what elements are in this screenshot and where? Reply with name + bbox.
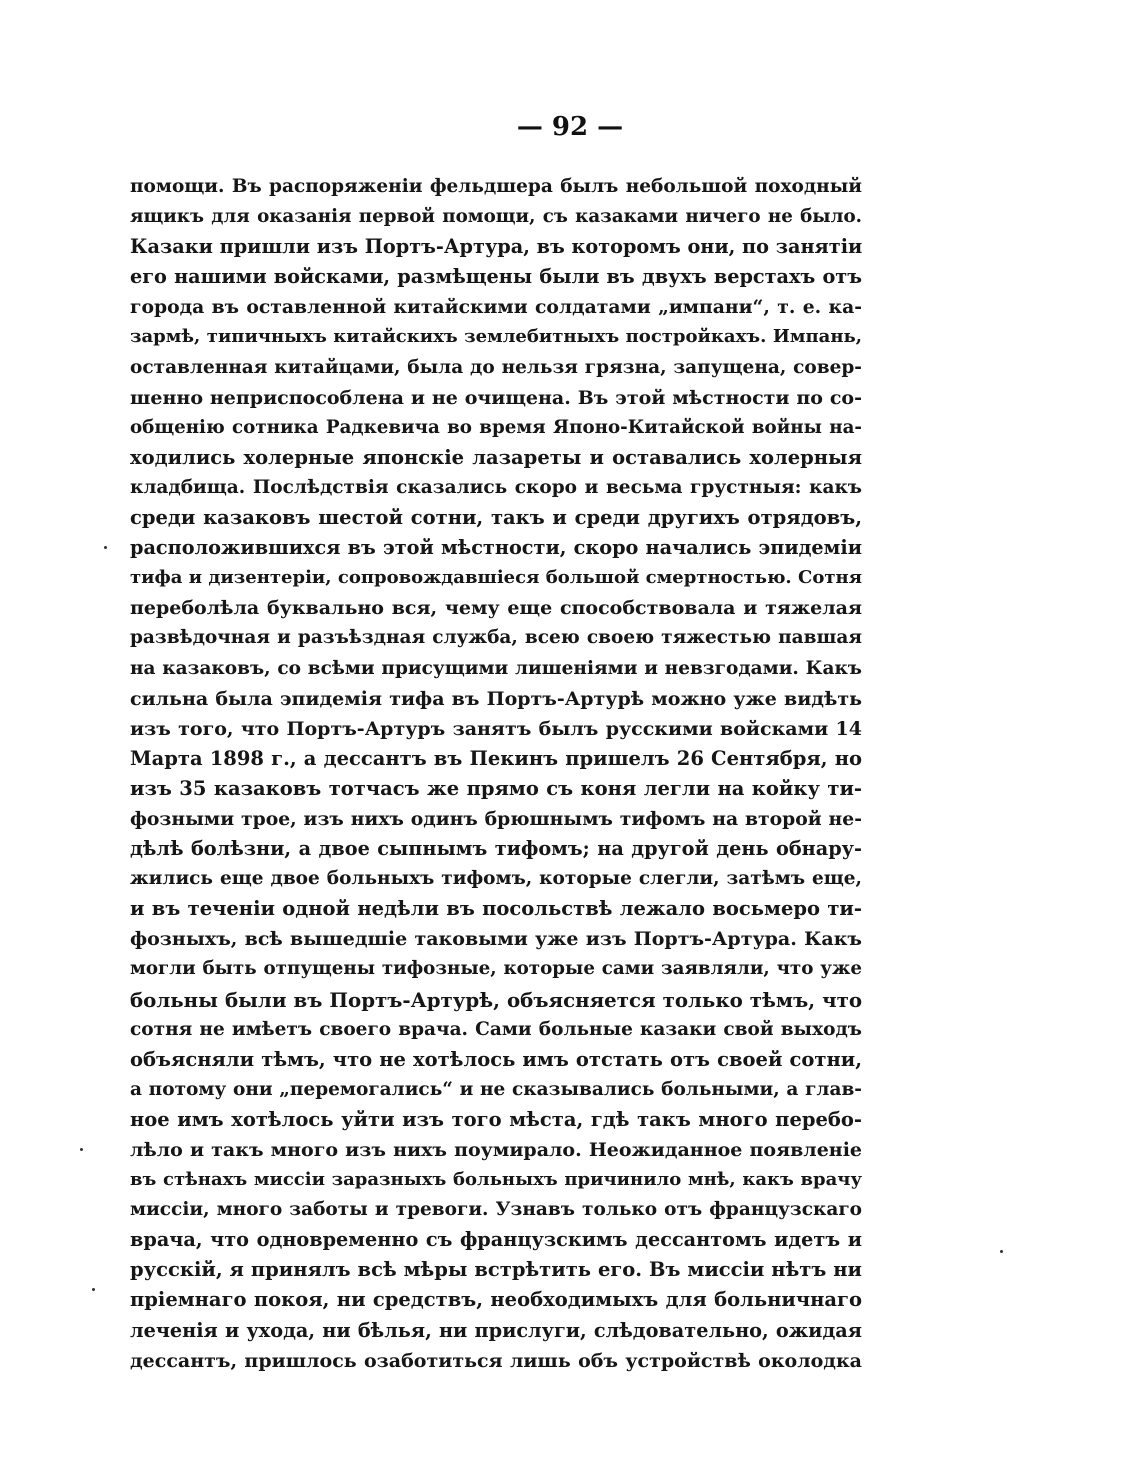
- text-line: расположившихся въ этой мѣстности, скоро начались эпидеміи: [130, 536, 862, 560]
- text-line: Марта 1898 г., а дессантъ въ Пекинъ пришелъ 26 Сентября, но: [130, 746, 862, 770]
- text-line: лѣло и такъ много изъ нихъ поумирало. Неожиданное появленіе: [130, 1139, 862, 1161]
- text-line: развѣдочная и разъѣздная служба, всею своею тяжестью павшая: [130, 627, 862, 649]
- text-line: фозныхъ, всѣ вышедшіе таковыми уже изъ Портъ-Артура. Какъ: [130, 928, 862, 951]
- text-line: переболѣла буквально вся, чему еще способствовала и тяжелая: [130, 597, 862, 620]
- print-speck: [1000, 1250, 1003, 1253]
- text-line: объясняли тѣмъ, что не хотѣлось имъ отстать отъ своей сотни,: [130, 1047, 862, 1071]
- text-line: ящикъ для оказанія первой помощи, съ казаками ничего не было.: [130, 206, 862, 228]
- text-line: на казаковъ, со всѣми присущими лишеніями и невзгодами. Какъ: [130, 657, 862, 679]
- text-line: тифа и дизентеріи, сопровождавшіеся большой смертностью. Сотня: [130, 567, 862, 589]
- text-line: среди казаковъ шестой сотни, такъ и среди другихъ отрядовъ,: [130, 506, 862, 530]
- text-line: дессантъ, пришлось озаботиться лишь объ устройствѣ околодка: [130, 1349, 862, 1372]
- text-line: жились еще двое больныхъ тифомъ, которые слегли, затѣмъ еще,: [130, 868, 862, 890]
- text-line: леченія и ухода, ни бѣлья, ни прислуги, слѣдовательно, ожидая: [130, 1318, 862, 1342]
- text-line: врача, что одновременно съ французскимъ дессантомъ идетъ и: [130, 1228, 862, 1252]
- text-line: кладбища. Послѣдствія сказались скоро и весьма грустныя: какъ: [130, 476, 862, 498]
- text-line: изъ того, что Портъ-Артуръ занятъ былъ русскими войсками 14: [130, 717, 862, 740]
- text-line: шенно неприспособлена и не очищена. Въ этой мѣстности по со-: [130, 386, 862, 409]
- text-line: ходились холерные японскіе лазареты и оставались холерныя: [130, 445, 862, 469]
- text-line: миссіи, много заботы и тревоги. Узнавъ только отъ французскаго: [130, 1199, 862, 1221]
- text-line: пріемнаго покоя, ни средствъ, необходимыхъ для больничнаго: [130, 1288, 862, 1312]
- text-line: могли быть отпущены тифозные, которые сами заявляли, что уже: [130, 958, 862, 980]
- text-line: общенію сотника Радкевича во время Японо-Китайской войны на-: [130, 416, 862, 438]
- text-line: города въ оставленной китайскими солдатами „импани“, т. е. ка-: [130, 296, 862, 319]
- text-line: а потому они „перемогались“ и не сказывались больными, а глав-: [130, 1078, 862, 1100]
- text-line: зармѣ, типичныхъ китайскихъ землебитныхъ постройкахъ. Импань,: [130, 326, 862, 348]
- text-line: изъ 35 казаковъ тотчасъ же прямо съ коня легли на койку ти-: [130, 776, 862, 800]
- text-line: въ стѣнахъ миссіи заразныхъ больныхъ причинило мнѣ, какъ врачу: [130, 1169, 862, 1191]
- text-line: и въ теченіи одной недѣли въ посольствѣ лежало восьмеро ти-: [130, 897, 862, 921]
- print-speck: [92, 1288, 95, 1291]
- text-line: больны были въ Портъ-Артурѣ, объясняется только тѣмъ, что: [130, 987, 862, 1012]
- text-line: Казаки пришли изъ Портъ-Артура, въ которомъ они, по занятіи: [130, 235, 863, 259]
- text-line: дѣлѣ болѣзни, а двое сыпнымъ тифомъ; на другой день обнару-: [130, 837, 862, 861]
- page-number: — 92 —: [516, 112, 624, 142]
- body-text: [130, 172, 862, 1376]
- text-line: его нашими войсками, размѣщены были въ двухъ верстахъ отъ: [130, 265, 862, 289]
- text-line: фозными трое, изъ нихъ одинъ брюшнымъ тифомъ на второй не-: [130, 807, 862, 830]
- print-speck: [80, 1148, 83, 1151]
- text-line: оставленная китайцами, была до нельзя грязна, запущена, совер-: [130, 356, 862, 378]
- print-speck: [104, 546, 107, 549]
- text-line: русскій, я принялъ всѣ мѣры встрѣтить его. Въ миссіи нѣтъ ни: [130, 1258, 862, 1282]
- text-line: сильна была эпидемія тифа въ Портъ-Артурѣ можно уже видѣть: [130, 687, 862, 710]
- text-line: ное имъ хотѣлось уйти изъ того мѣста, гдѣ такъ много перебо-: [130, 1107, 862, 1131]
- text-line: сотня не имѣетъ своего врача. Сами больные казаки свой выходъ: [130, 1018, 862, 1040]
- text-line: помощи. Въ распоряженіи фельдшера былъ небольшой походный: [130, 176, 862, 197]
